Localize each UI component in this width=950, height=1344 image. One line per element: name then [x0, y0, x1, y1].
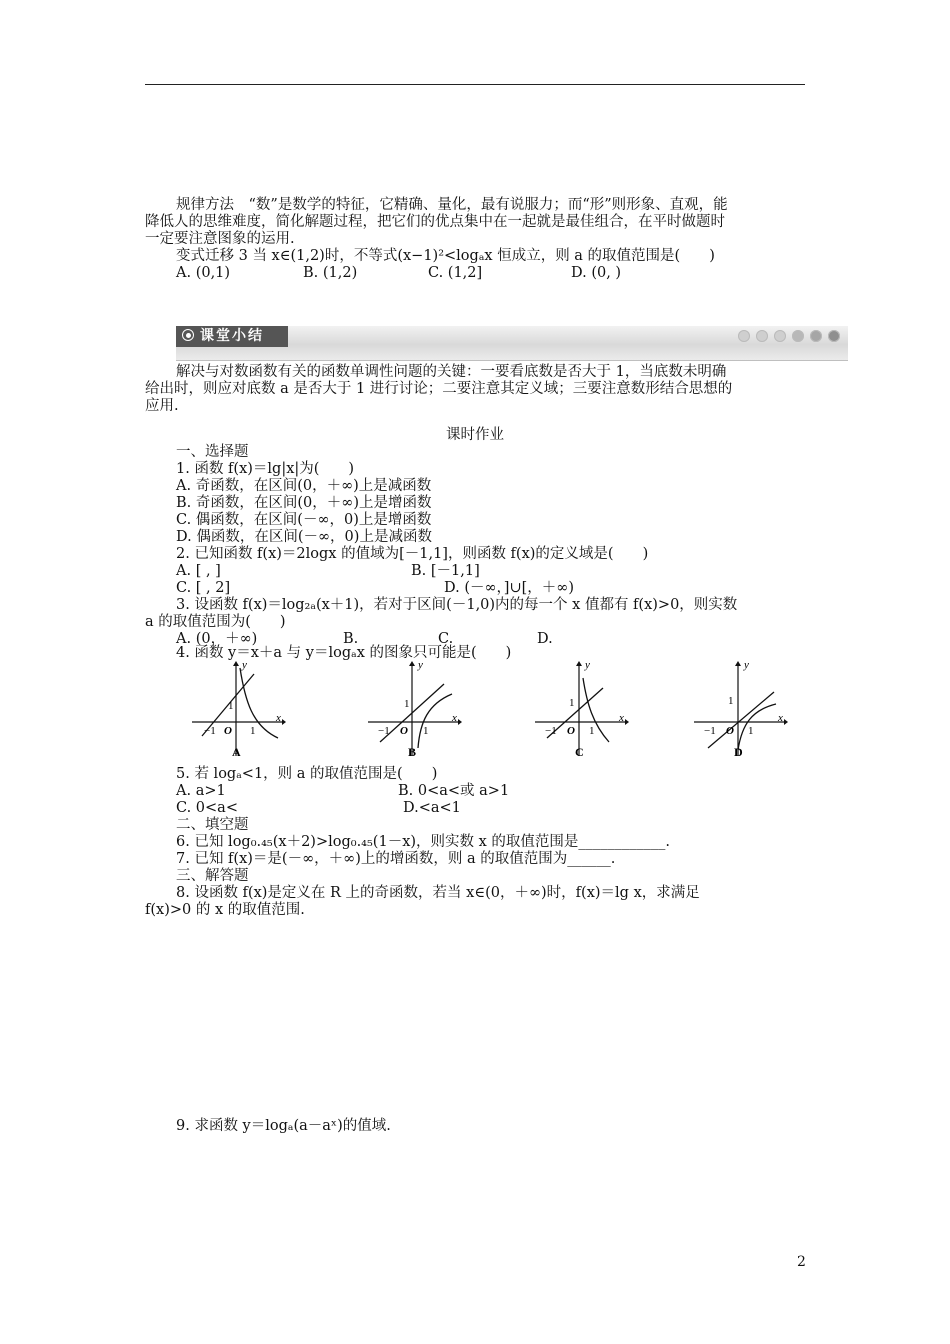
decorative-dots	[738, 330, 840, 342]
question-1-option-a: A. 奇函数，在区间(0，＋∞)上是减函数	[176, 478, 432, 494]
tick-one-y: 1	[404, 698, 410, 710]
question-3-option-b: B.	[343, 631, 359, 647]
question-5-option-d: D.<a<1	[403, 800, 461, 816]
tick-one-y: 1	[569, 697, 575, 709]
question-7: 7. 已知 f(x)＝是(－∞，＋∞)上的增函数，则 a 的取值范围为______.	[176, 851, 616, 867]
graph-label: B	[408, 745, 417, 759]
question-8-line-2: f(x)>0 的 x 的取值范围.	[145, 902, 305, 918]
summary-line-3: 应用.	[145, 398, 179, 414]
question-3: 3. 设函数 f(x)＝log₂ₐ(x＋1)，若对于区间(－1,0)内的每一个 x 值都有 f(x)>0，则实数	[176, 597, 738, 613]
question-2: 2. 已知函数 f(x)＝2logx 的值域为[－1,1]，则函数 f(x)的定义域是( )	[176, 546, 649, 562]
header-rule	[145, 84, 805, 85]
graph-label: C	[575, 745, 584, 759]
graph-option-d	[692, 660, 788, 760]
section-choice: 一、选择题	[176, 444, 249, 460]
tick-one-x: 1	[589, 725, 595, 737]
question-1-option-c: C. 偶函数，在区间(－∞，0)上是增函数	[176, 512, 432, 528]
section-answer: 三、解答题	[176, 868, 249, 884]
tick-one-x: 1	[250, 725, 256, 737]
dot-icon	[792, 330, 804, 342]
question-1-option-d: D. 偶函数，在区间(－∞，0)上是减函数	[176, 529, 432, 545]
question-9: 9. 求函数 y＝logₐ(a－aˣ)的值域.	[176, 1118, 391, 1134]
dot-icon	[738, 330, 750, 342]
question-3-option-a: A. (0，＋∞)	[176, 631, 258, 647]
origin-label: O	[224, 725, 232, 737]
question-8: 8. 设函数 f(x)是定义在 R 上的奇函数，若当 x∈(0，＋∞)时，f(x)＝lg x，求满足	[176, 885, 700, 901]
x-axis-label: x	[619, 712, 624, 724]
dot-icon	[756, 330, 768, 342]
section-tab	[176, 326, 288, 347]
question-5-option-b: B. 0<a<或 a>1	[398, 783, 510, 799]
graph-option-b	[366, 660, 462, 760]
question-1: 1. 函数 f(x)＝lg|x|为( )	[176, 461, 355, 477]
method-line-1: 规律方法 “数”是数学的特征，它精确、量化，最有说服力；而“形”则形象、直观，能	[176, 197, 728, 213]
question-3-option-d: D.	[537, 631, 553, 647]
tick-neg-one: −1	[378, 725, 390, 737]
question-3-line-2: a 的取值范围为( )	[145, 614, 286, 630]
question-6: 6. 已知 log₀.₄₅(x＋2)>log₀.₄₅(1－x)，则实数 x 的取值范围是____________.	[176, 834, 671, 850]
section-fill-blank: 二、填空题	[176, 817, 249, 833]
x-axis-label: x	[778, 712, 783, 724]
y-axis-label: y	[242, 659, 247, 671]
variant-option-b: B. (1,2)	[303, 265, 358, 281]
dot-icon	[810, 330, 822, 342]
question-2-option-a: A. [ , ]	[176, 563, 221, 579]
tick-one-y: 1	[228, 700, 234, 712]
summary-line-2: 给出时，则应对底数 a 是否大于 1 进行讨论；二要注意其定义域；三要注意数形结合思想的	[145, 381, 733, 397]
page-number: 2	[797, 1254, 806, 1270]
section-title: 课堂小结	[200, 328, 264, 344]
y-axis-label: y	[418, 659, 423, 671]
method-line-3: 一定要注意图象的运用.	[145, 231, 295, 247]
graph-label: A	[232, 745, 241, 759]
graph-label: D	[734, 745, 743, 759]
tick-neg-one: −1	[204, 725, 216, 737]
question-4: 4. 函数 y＝x＋a 与 y＝logₐx 的图象只可能是( )	[176, 645, 512, 661]
variant-option-c: C. (1,2]	[428, 265, 483, 281]
origin-label: O	[567, 725, 575, 737]
tick-neg-one: −1	[704, 725, 716, 737]
method-line-2: 降低人的思维难度，简化解题过程，把它们的优点集中在一起就是最佳组合，在平时做题时	[145, 214, 725, 230]
origin-label: O	[726, 725, 734, 737]
graph-option-a	[190, 660, 286, 760]
variant-question: 变式迁移 3 当 x∈(1,2)时，不等式(x−1)²<logₐx 恒成立，则 a 的取值范围是( )	[176, 248, 715, 264]
tick-one-x: 1	[423, 725, 429, 737]
question-2-option-b: B. [－1,1]	[411, 563, 480, 579]
variant-option-d: D. (0, )	[571, 265, 622, 281]
graph-option-c	[533, 660, 629, 760]
question-2-option-c: C. [ , 2]	[176, 580, 231, 596]
x-axis-label: x	[276, 712, 281, 724]
question-2-option-d: D. (－∞，]∪[，＋∞)	[444, 580, 575, 596]
y-axis-label: y	[744, 659, 749, 671]
variant-option-a: A. (0,1)	[176, 265, 231, 281]
homework-title: 课时作业	[446, 427, 504, 443]
y-axis-label: y	[585, 659, 590, 671]
dot-icon	[828, 330, 840, 342]
section-header-summary	[176, 326, 848, 361]
tick-neg-one: −1	[545, 725, 557, 737]
question-5-option-c: C. 0<a<	[176, 800, 238, 816]
question-1-option-b: B. 奇函数，在区间(0，＋∞)上是增函数	[176, 495, 432, 511]
question-3-option-c: C.	[438, 631, 454, 647]
origin-label: O	[400, 725, 408, 737]
tick-one-x: 1	[748, 725, 754, 737]
question-5-option-a: A. a>1	[176, 783, 226, 799]
summary-line-1: 解决与对数函数有关的函数单调性问题的关键：一要看底数是否大于 1，当底数未明确	[176, 364, 727, 380]
tick-one-y: 1	[728, 695, 734, 707]
question-5: 5. 若 logₐ<1，则 a 的取值范围是( )	[176, 766, 438, 782]
x-axis-label: x	[452, 712, 457, 724]
dot-icon	[774, 330, 786, 342]
circle-bullet-icon	[182, 329, 194, 341]
